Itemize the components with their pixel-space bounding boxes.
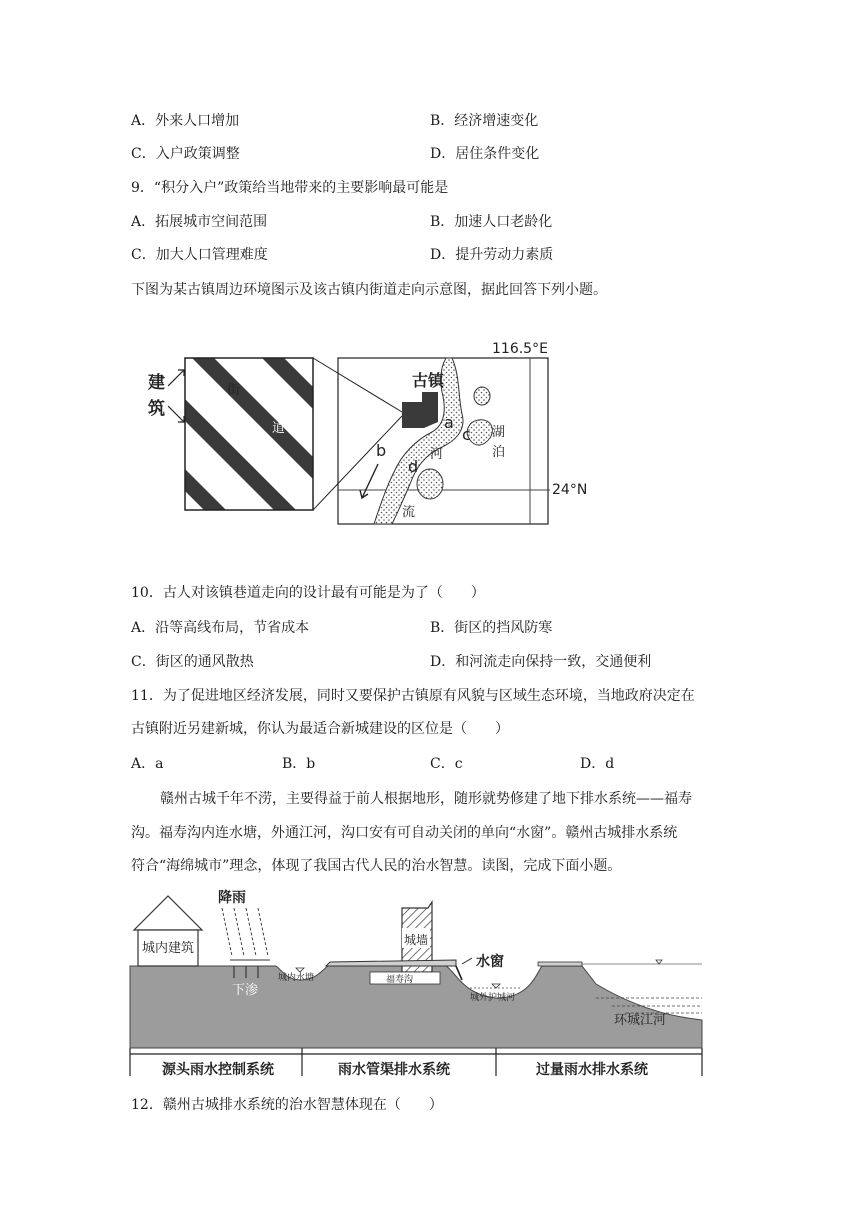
q10-stem: 10．古人对该镇巷道走向的设计最有可能是为了（ ） [131,585,485,601]
intro-drainage-line1: 赣州古城千年不涝，主要得益于前人根据地形，随形就势修建了地下排水系统——福寿 [160,791,692,807]
rain-label: 降雨 [218,890,246,906]
system-2-label: 雨水管渠排水系统 [338,1062,450,1078]
infiltration-label: 下渗 [232,983,259,998]
q11-stem-line1: 11．为了促进地区经济发展，同时又要保护古镇原有风貌与区域生态环境，当地政府决定在 [131,688,695,704]
site-b-label: b [376,441,387,460]
intro-drainage-line2: 沟。福寿沟内连水塘，外通江河，沟口安有可自动关闭的单向“水窗”。赣州古城排水系统 [131,825,678,841]
wall-label: 城墙 [404,933,429,947]
rain-lines [222,908,268,956]
q11-stem-line2: 古镇附近另建新城，你认为最适合新城建设的区位是（ ） [131,721,509,737]
lake-south [417,469,443,499]
q9-option-a: A．拓展城市空间范围 [131,214,268,230]
site-a-label: a [444,413,454,432]
flow-arrow [360,464,378,498]
q10-option-b: B．街区的挡风防寒 [430,620,553,636]
lake-label-2: 泊 [492,445,506,460]
q10-option-d: D．和河流走向保持一致，交通便利 [430,654,652,670]
lake-main [467,420,492,445]
q8-option-c: C．入户政策调整 [131,146,240,162]
street-label-2: 道 [272,421,286,436]
town-block [402,392,438,428]
longitude-label: 116.5°E [492,341,548,357]
building-label: 城内建筑 [142,941,195,956]
q8-option-b: B．经济增速变化 [430,113,539,129]
river-label: 环城江河 [614,1013,667,1028]
q8-option-d: D．居住条件变化 [430,146,540,162]
q11-option-c: C．c [430,756,463,772]
river-label-2: 流 [402,505,416,520]
q11-option-d: D．d [580,756,615,772]
q11-option-a: A．a [131,756,164,772]
building-label-1: 建 [148,373,165,393]
latitude-label: 24°N [552,482,588,498]
intro-drainage-line3: 符合“海绵城市”理念，体现了我国古代人民的治水智慧。读图，完成下面小题。 [131,858,622,874]
fushou-label: 福寿沟 [386,975,414,985]
q10-option-a: A．沿等高线布局，节省成本 [131,620,310,636]
q9-option-c: C．加大人口管理难度 [131,247,268,263]
q10-option-c: C．街区的通风散热 [131,654,254,670]
town-map-figure [140,336,610,532]
street-label-1: 街 [227,383,241,398]
pond-label: 城内水塘 [278,973,315,983]
lake-label-1: 湖 [492,425,506,440]
q9-option-b: B．加速人口老龄化 [430,214,553,230]
intro-town-map: 下图为某古镇周边环境图示及该古镇内街道走向示意图，据此回答下列小题。 [131,282,607,298]
building-label-2: 筑 [148,399,165,419]
site-c-label: c [462,425,471,444]
q8-option-a: A．外来人口增加 [131,113,240,129]
window-label: 水窗 [476,954,504,970]
river-label-1: 河 [430,447,444,462]
site-d-label: d [408,457,419,476]
building-arrows [168,370,184,422]
q9-stem: 9．“积分入户”政策给当地带来的主要影响最可能是 [131,180,449,196]
q9-option-d: D．提升劳动力素质 [430,247,554,263]
system-3-label: 过量雨水排水系统 [536,1062,648,1078]
system-1-label: 源头雨水控制系统 [162,1062,274,1078]
q11-option-b: B．b [282,756,316,772]
q12-stem: 12．赣州古城排水系统的治水智慧体现在（ ） [131,1097,443,1113]
town-label: 古镇 [412,371,445,390]
lake-small [474,387,490,405]
drainage-diagram [126,886,706,1082]
moat-label: 城外护城河 [470,993,516,1003]
